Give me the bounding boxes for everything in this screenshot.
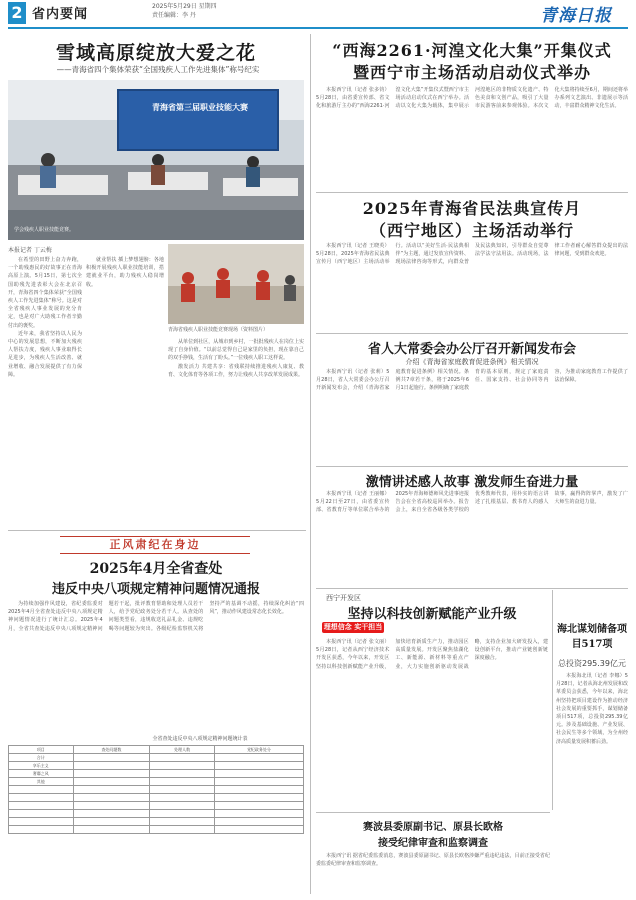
xining-title: 坚持以科技创新赋能产业升级 [347, 607, 517, 622]
snow-photo-caption: 学会残疾人职业技能竞赛。 [14, 227, 75, 233]
zheng-title-line2: 违反中央八项规定精神问题情况通报 [51, 582, 260, 597]
jiqing-body [316, 490, 628, 586]
xihai-paragraph: 本报西宁讯（记者 张多钧）5月28日，由省委宣传部、省文化和旅游厅主办的“西海2261·河湟文化大集”开集仪式暨西宁市主场活动启动仪式在西宁举办。活动以文化大集为载体，集中展示河湟地区的非物质文化遗产、特色美食和文创产品，吸引了大量市民游客前来参观体验。本次文化大集将持续至6月，期间还将举办系列文艺演出、非遗展示等活动，丰富群众精神文化生活。 [316, 87, 628, 110]
table-row [9, 762, 304, 770]
xihai-title-line1: “西海2261·河湟文化大集”开集仪式 [332, 41, 612, 60]
photo-banner-text: 青海省第三届职业技能大赛 [152, 103, 248, 112]
minfa-title-line2: （西宁地区）主场活动举行 [369, 221, 574, 240]
renda-subtitle: 介绍《青海省家庭教育促进条例》相关情况 [405, 358, 539, 366]
jiqing-paragraph: 本报西宁讯（记者 王丽娜）5月22日至27日，由省委宣传部、省教育厅等单位联合举办的2025年青海师德师风先进事迹报告会在全省高校巡回举办。报告会上，来自全省各级各类学校的优秀教师代表，用朴实的语言讲述了扎根基层、教书育人的感人故事，赢得阵阵掌声，激发了广大师生的奋进力量。 [316, 491, 628, 514]
snow-article-subtitle: ——青海省四个集体荣获“全国残疾人工作先进集体”称号纪实 [56, 65, 260, 74]
table-header-cell: 党纪政务处分 [214, 746, 303, 754]
table-cell: 合计 [9, 754, 74, 762]
section-divider [316, 588, 628, 589]
liyu-paragraph: 本报西宁讯 据省纪委监委消息，赛波县委原副书记、原县长欧格涉嫌严重违纪违法，目前正接受省纪委监委纪律审查和监察调查。 [316, 853, 550, 868]
snow-body-col3 [168, 338, 304, 528]
header-info [152, 2, 242, 20]
editor-line: 责任编辑：李 丹 [152, 12, 196, 19]
haibei-paragraph: 本报海北讯（记者 李娜）5月28日，记者从海北州发展和改革委员会获悉，今年以来，海北州坚持把项目建设作为推动经济社会发展的重要抓手，谋划储备项目517项，总投资295.39亿元。涉及基础设施、产业发展、社会民生等多个领域，为全州经济高质量发展积蓄后劲。 [556, 673, 628, 745]
liyu-body [316, 852, 550, 892]
table-row [9, 754, 304, 762]
section-divider [316, 812, 550, 813]
renda-title: 省人大常委会办公厅召开新闻发布会 [367, 342, 576, 357]
zheng-title-line1: 2025年4月全省查处 [89, 561, 223, 577]
xining-paragraph: 本报西宁讯（记者 张文丽）5月28日，记者从西宁经济技术开发区获悉，今年以来，开发区坚持以科技创新赋能产业升级，加快培育新质生产力，推动园区高质量发展。开发区聚焦盐湖化工、新能源、新材料等重点产业，大力实施创新驱动发展战略，支持企业加大研发投入，建设创新平台，推动产业链创新链深度融合。 [316, 639, 548, 670]
minfa-title-line1: 2025年青海省民法典宣传月 [362, 199, 582, 218]
zheng-body [8, 600, 304, 730]
table-row [9, 778, 304, 786]
renda-body [316, 368, 628, 464]
table-cell: 其他 [9, 778, 74, 786]
section-divider [316, 466, 628, 467]
workshop-photo-image [168, 244, 304, 324]
zheng-table-title: 全省查处违反中央八项规定精神问题统计表 [152, 736, 248, 742]
section-divider [8, 530, 306, 531]
minfa-body [316, 242, 628, 330]
header-rule [8, 27, 628, 29]
zheng-feng-badge: 正风肃纪在身边 [60, 536, 250, 554]
snow-paragraph: 从单位到社区，从城市到乡村，一批批残疾人在岗位上实现了自身价值。“以前总觉得自己是家里的负担，现在靠自己的双手挣钱，生活有了盼头。”一位残疾人职工这样说。 [168, 339, 304, 362]
snow-paragraph: 就业帮扶 插上梦想翅膀：各地积极开展残疾人职业技能培训，搭建就业平台，助力残疾人稳岗增收。 [86, 257, 164, 288]
table-row [9, 770, 304, 778]
haibei-subtitle: 总投资295.39亿元 [558, 659, 626, 668]
table-cell: 享乐主义 [9, 762, 74, 770]
renda-paragraph: 本报西宁讯（记者 张莉）5月28日，省人大常委会办公厅召开新闻发布会，介绍《青海省家庭教育促进条例》相关情况。条例共7章若干条，将于2025年6月1日起施行。条例明确了家庭教育的基本原则，规定了家庭责任、国家支持、社会协同等内容，为推动家庭教育工作提供了法治保障。 [316, 369, 628, 392]
snow-photo-caption-2: 青海省残疾人职业技能竞赛现场（资料图片） [168, 327, 269, 333]
snow-paragraph: 近年来，我省坚持以人民为中心的发展思想，不断加大残疾人帮扶力度，残疾人事业取得长足进步，为残疾人生活改善、就业增收、融合发展提供了有力保障。 [8, 330, 82, 378]
page-number: 2 [8, 2, 26, 24]
newspaper-logo: 青海日报 [540, 6, 612, 26]
date-line: 2025年5月29日 星期四 [152, 3, 217, 10]
section-divider [316, 192, 628, 193]
snow-byline: 本报记者 丁云梅 [8, 247, 52, 254]
snow-body-col2 [86, 256, 164, 526]
table-header-cell: 查处问题数 [73, 746, 150, 754]
snow-paragraph: 激发活力 共建共享：省残联持续推进残疾人康复、教育、文化体育等各项工作，努力让残疾人共享改革发展成果。 [168, 363, 304, 378]
zheng-paragraph: 为持续加强作风建设，省纪委监委对2025年4月全省查处违反中央八项规定精神问题情况进行了统计汇总。2025年4月，全省共查处违反中央八项规定精神问题若干起，批评教育帮助和处理人员若干人，给予党纪政务处分若干人。从查处的问题类型看，违规收送礼品礼金、违规吃喝等问题较为突出。各级纪检监察机关将坚持严的基调不动摇，持续深化纠治“四风”，推动作风建设常态化长效化。 [8, 601, 304, 632]
minfa-paragraph: 本报西宁讯（记者 王晓英）5月28日，2025年青海省民法典宣传月（西宁地区）主场活动举行。活动以“美好生活·民法典相伴”为主题，通过发放宣传资料、现场法律咨询等形式，向群众普及民法典知识，引导群众自觉尊法学法守法用法。活动现场，法律工作者耐心解答群众提出的法律问题，受到群众欢迎。 [316, 243, 628, 266]
ad-banner: 理想信念 实干担当 [323, 623, 383, 631]
zheng-stats-table [8, 745, 304, 834]
section-title: 省内要闻 [32, 7, 89, 22]
xihai-title-line2: 暨西宁市主场活动启动仪式举办 [352, 63, 591, 82]
snow-article-photo [8, 80, 304, 240]
column-divider [310, 34, 311, 894]
jiqing-title: 激情讲述感人故事 激发师生奋进力量 [365, 475, 579, 490]
snow-article-photo-2 [168, 244, 304, 324]
section-divider [316, 333, 628, 334]
snow-paragraph: 在希望的田野上奋力奔跑，一个助残惠民的好故事正在青海高原上演。5月15日，第七次全国助残先进表彰大会在北京召开，青海省四个集体荣获“全国残疾人工作先进集体”称号。这是对全省残疾人事业发展的充分肯定，也是对广大助残工作者辛勤付出的褒奖。 [8, 257, 82, 329]
haibei-body [556, 672, 628, 887]
table-cell: 奢靡之风 [9, 770, 74, 778]
table-header-cell: 项目 [9, 746, 74, 754]
table-header-cell: 处理人数 [150, 746, 215, 754]
haibei-title: 海北谋划储备项目517项 [557, 624, 627, 650]
liyu-title-line1: 赛波县委原副书记、原县长欧格 [363, 822, 503, 833]
xihai-body [316, 86, 628, 190]
snow-article-title: 雪域高原绽放大爱之花 [55, 42, 256, 64]
table-header-row [9, 746, 304, 754]
liyu-title-line2: 接受纪律审查和监察调查 [378, 838, 488, 849]
column-divider [552, 590, 553, 810]
xining-body [316, 638, 548, 808]
xining-kicker: 西宁开发区 [326, 594, 361, 602]
snow-body-col1 [8, 256, 82, 526]
